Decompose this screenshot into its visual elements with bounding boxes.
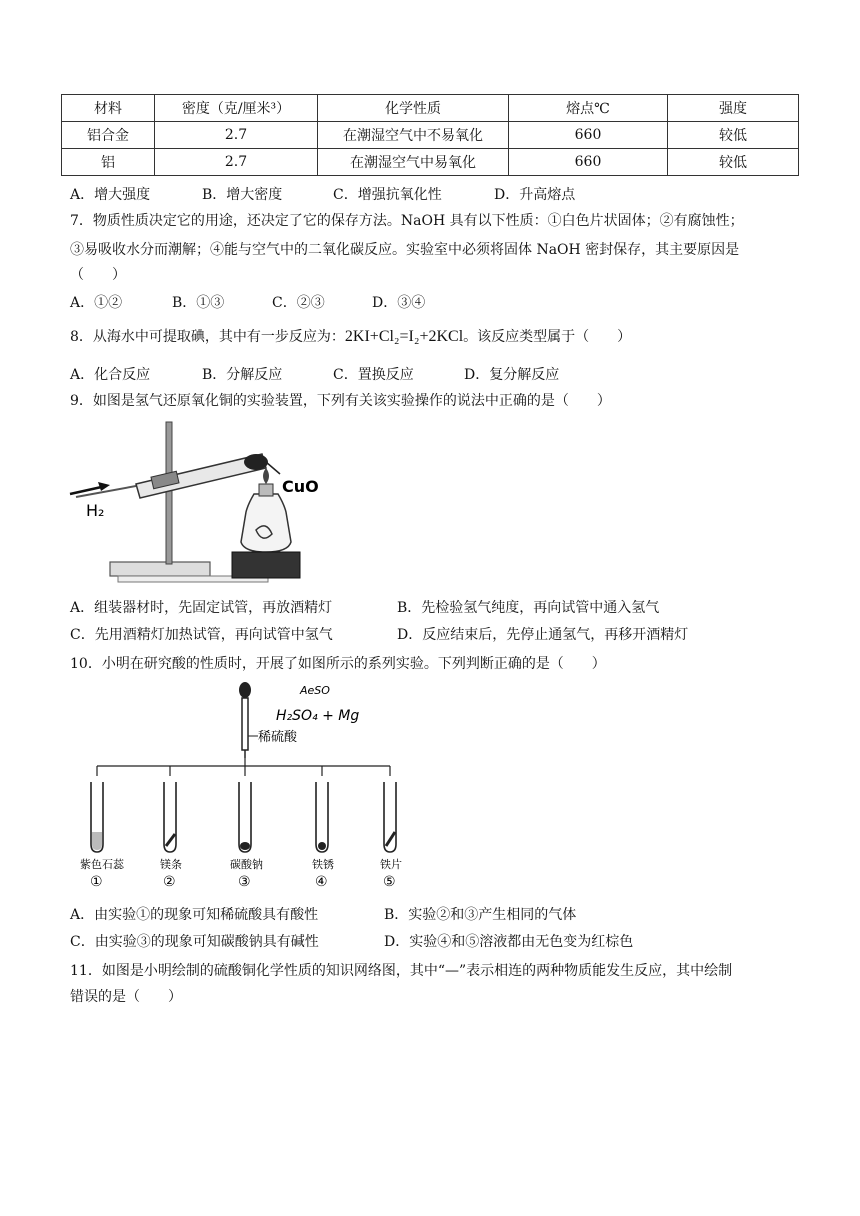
q10-option-c[interactable]: C．由实验③的现象可知碳酸钠具有碱性 [70,934,319,950]
table-header-cell: 强度 [668,95,799,122]
lamp-neck [259,484,273,496]
q11-stem-line1: 11．如图是小明绘制的硫酸铜化学性质的知识网络图，其中“—”表示相连的两种物质能发生反应，其中绘制 [70,963,733,979]
dropper-tube [242,698,248,750]
test-tube-2 [164,782,176,852]
tube-4-number: ④ [315,874,328,890]
dropper-bulb [239,682,251,698]
iron-piece [386,832,395,846]
q8-option-a[interactable]: A．化合反应 [70,367,151,383]
properties-table [61,94,799,176]
test-tube-4 [316,782,328,852]
q8-option-b[interactable]: B．分解反应 [202,367,283,383]
table-header-cell: 熔点℃ [509,95,668,122]
tube-5-number: ⑤ [383,874,396,890]
table-header-cell: 密度（克/厘米³） [155,95,318,122]
tube-3-label: 碳酸钠 [230,858,263,871]
q6-option-b[interactable]: B．增大密度 [202,187,283,203]
table-header-cell: 化学性质 [318,95,509,122]
h2-label: H₂ [86,501,105,520]
table-row [62,122,799,149]
q6-option-a[interactable]: A．增大强度 [70,187,151,203]
table-cell: 2.7 [155,149,318,176]
tube-3-number: ③ [238,874,251,890]
sodium-carbonate-solid [240,842,250,850]
copper-oxide-powder [244,454,268,470]
tube-4-label: 铁锈 [312,858,334,871]
tube-liquid [92,832,102,850]
table-cell: 较低 [668,149,799,176]
q9-option-d[interactable]: D．反应结束后，先停止通氢气，再移开酒精灯 [397,627,689,643]
q7-stem-line1: 7．物质性质决定它的用途，还决定了它的保存方法。NaOH 具有以下性质：①白色片状固体；②有腐蚀性； [70,213,744,229]
test-tube-5 [384,782,396,852]
q6-option-d[interactable]: D．升高熔点 [494,187,576,203]
table-cell: 铝 [62,149,155,176]
table-cell: 较低 [668,122,799,149]
q8-equation: 2KI+Cl₂=I₂+2KCl [344,328,464,345]
table-cell: 660 [509,122,668,149]
q7-option-d[interactable]: D．③④ [372,295,426,311]
test-tube-3 [239,782,251,852]
acid-experiment-figure [80,678,420,894]
q8-option-d[interactable]: D．复分解反应 [464,367,560,383]
q10-stem: 10．小明在研究酸的性质时，开展了如图所示的系列实验。下列判断正确的是（ ） [70,656,606,672]
test-tube-1 [91,782,103,852]
table-cell: 2.7 [155,122,318,149]
dropper-label: 稀硫酸 [258,730,298,745]
arrow-head-icon [98,482,110,491]
table-cell: 在潮湿空气中易氧化 [318,149,509,176]
hydrogen-reduction-apparatus-figure [66,412,356,590]
q7-option-c[interactable]: C．②③ [272,295,325,311]
table-cell: 660 [509,149,668,176]
table-row [62,149,799,176]
q10-option-a[interactable]: A．由实验①的现象可知稀硫酸具有酸性 [70,907,319,923]
table-header-cell: 材料 [62,95,155,122]
handwritten-note-equation: H₂SO₄ + Mg [276,708,360,724]
magnesium-strip [166,834,175,846]
q11-stem-line2: 错误的是（ ） [70,989,182,1005]
q9-option-c[interactable]: C．先用酒精灯加热试管，再向试管中氢气 [70,627,333,643]
table-cell: 铝合金 [62,122,155,149]
cuo-label: CuO [282,477,319,496]
q8-option-c[interactable]: C．置换反应 [333,367,414,383]
q8-stem [70,326,631,346]
rust-solid [318,842,326,850]
q9-stem: 9．如图是氢气还原氧化铜的实验装置，下列有关该实验操作的说法中正确的是（ ） [70,393,611,409]
q8-stem-post: 。该反应类型属于（ ） [463,329,632,345]
q8-stem-pre: 8．从海水中可提取碘，其中有一步反应为： [70,329,345,345]
stand-rod [166,422,172,564]
q7-stem-line3: （ ） [70,267,126,283]
q10-option-d[interactable]: D．实验④和⑤溶液都由无色变为红棕色 [384,934,634,950]
flame [263,468,269,484]
q6-option-c[interactable]: C．增强抗氧化性 [333,187,442,203]
handwritten-note-top: AeSO [300,684,330,697]
q7-option-b[interactable]: B．①③ [172,295,225,311]
q7-option-a[interactable]: A．①② [70,295,123,311]
table-header-row [62,95,799,122]
tube-1-number: ① [90,874,103,890]
tube-2-number: ② [163,874,176,890]
tube-1-label: 紫色石蕊 [80,858,124,871]
stand-base [110,562,210,576]
spirit-lamp [241,494,291,552]
lamp-block [232,552,300,578]
q9-option-b[interactable]: B．先检验氢气纯度，再向试管中通入氢气 [397,600,660,616]
table-cell: 在潮湿空气中不易氧化 [318,122,509,149]
q7-stem-line2: ③易吸收水分而潮解；④能与空气中的二氧化碳反应。实验室中必须将固体 NaOH 密封保存，其主要原因是 [70,242,740,258]
q10-option-b[interactable]: B．实验②和③产生相同的气体 [384,907,577,923]
tube-2-label: 镁条 [160,858,182,871]
tube-5-label: 铁片 [380,858,402,871]
q9-option-a[interactable]: A．组装器材时，先固定试管，再放酒精灯 [70,600,333,616]
